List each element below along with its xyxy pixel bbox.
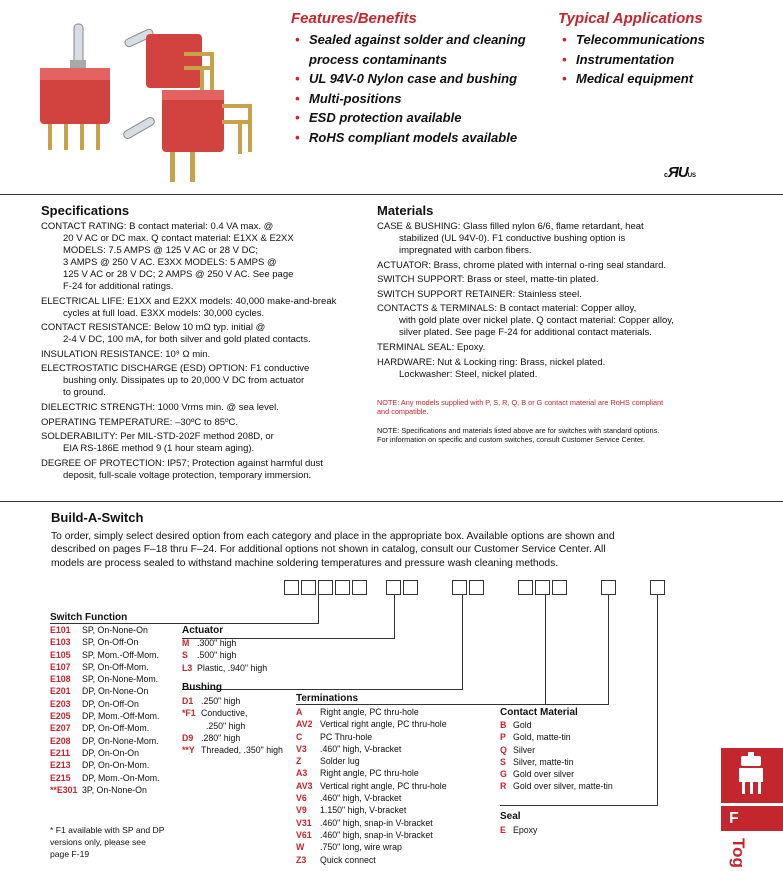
option-code: A3 xyxy=(296,768,308,779)
option-row xyxy=(296,817,447,829)
option-code: V9 xyxy=(296,805,307,816)
order-box[interactable] xyxy=(552,580,567,595)
actuator-list xyxy=(182,637,267,674)
option-row xyxy=(500,744,613,756)
option-desc: .460" high, V-bracket xyxy=(320,793,402,804)
option-desc: .280" high xyxy=(201,732,241,743)
option-desc: SP, On-None-Mom. xyxy=(82,674,159,685)
switch-function-list xyxy=(50,624,160,796)
list-item: • Multi-positions xyxy=(293,89,543,109)
option-code: E208 xyxy=(50,735,71,746)
option-code: V31 xyxy=(296,817,312,828)
option-code: L3 xyxy=(182,662,193,673)
option-row xyxy=(50,784,160,796)
option-row xyxy=(296,804,447,816)
option-code: E103 xyxy=(50,637,71,648)
contact-material-list xyxy=(500,719,613,793)
item-continuation: to ground. xyxy=(63,387,106,399)
applications-list xyxy=(560,30,760,89)
option-desc: DP, On-Off-On xyxy=(82,698,139,709)
option-row xyxy=(182,744,283,756)
option-desc: Gold over silver, matte-tin xyxy=(513,781,613,792)
option-row xyxy=(50,772,160,784)
option-desc: Silver, matte-tin xyxy=(513,756,574,767)
option-code: V6 xyxy=(296,793,307,804)
list-item: • Medical equipment xyxy=(560,69,760,89)
features-title: Features/Benefits xyxy=(291,10,417,27)
option-code: AV3 xyxy=(296,780,313,791)
option-row xyxy=(50,698,160,710)
option-row xyxy=(296,718,447,730)
item-continuation: MODELS: 7.5 AMPS @ 125 V AC or 28 V DC; xyxy=(63,245,258,256)
actuator-title: Actuator xyxy=(182,625,224,636)
option-desc: Right angle, PC thru-hole xyxy=(320,768,419,779)
option-row xyxy=(296,731,447,743)
list-item xyxy=(41,431,371,455)
option-row xyxy=(500,719,613,731)
option-row xyxy=(182,637,267,649)
option-row xyxy=(296,792,447,804)
option-desc: Right angle, PC thru-hole xyxy=(320,707,419,717)
option-code: V3 xyxy=(296,743,307,754)
item-head: SWITCH SUPPORT RETAINER: Stainless steel. xyxy=(377,288,582,300)
option-code: E101 xyxy=(50,625,71,635)
option-code: C xyxy=(296,731,303,742)
divider xyxy=(0,501,783,502)
option-desc: .250" high xyxy=(201,720,246,731)
materials-list xyxy=(377,221,717,383)
switch-function-title: Switch Function xyxy=(50,612,128,623)
item-head: TERMINAL SEAL: Epoxy. xyxy=(377,341,486,353)
option-desc: Silver xyxy=(513,744,535,755)
option-desc: Gold xyxy=(513,720,532,730)
option-code: E203 xyxy=(50,698,71,709)
item-head: SWITCH SUPPORT: Brass or steel, matte-tin plated. xyxy=(377,274,599,286)
option-code: D1 xyxy=(182,696,194,706)
list-item xyxy=(377,289,717,301)
list-item: • RoHS compliant models available xyxy=(293,128,543,148)
option-code: E213 xyxy=(50,760,71,771)
option-row xyxy=(182,707,283,719)
bushing-title: Bushing xyxy=(182,682,222,693)
terminations-list xyxy=(296,706,447,866)
option-row xyxy=(50,673,160,685)
option-desc: .750" long, wire wrap xyxy=(320,842,402,853)
option-desc: 3P, On-None-On xyxy=(82,784,147,795)
list-item xyxy=(377,303,717,339)
option-code: E215 xyxy=(50,772,71,783)
option-code: E211 xyxy=(50,747,71,758)
option-code: A xyxy=(296,707,303,717)
option-code: E207 xyxy=(50,723,71,734)
option-code: B xyxy=(500,720,507,730)
option-code: E201 xyxy=(50,686,71,697)
item-head: HARDWARE: Nut & Locking ring: Brass, nickel plated. xyxy=(377,356,606,368)
order-box[interactable] xyxy=(335,580,350,595)
option-code: R xyxy=(500,781,507,792)
option-code: V61 xyxy=(296,829,312,840)
option-desc: Solder lug xyxy=(320,756,360,767)
option-row xyxy=(182,649,267,661)
order-box[interactable] xyxy=(352,580,367,595)
item-head: DEGREE OF PROTECTION: IP57; Protection against harmful dust xyxy=(41,457,323,469)
option-desc: SP, On-Off-On xyxy=(82,637,139,648)
option-row xyxy=(50,661,160,673)
option-code: *F1 xyxy=(182,708,196,719)
list-item xyxy=(41,417,371,429)
option-desc: DP, On-None-Mom. xyxy=(82,735,159,746)
item-continuation: stabilized (UL 94V-0). F1 conductive bushing option is xyxy=(399,233,626,244)
option-code: G xyxy=(500,769,507,780)
option-desc: Gold, matte-tin xyxy=(513,732,571,743)
option-row xyxy=(182,720,283,732)
option-row xyxy=(50,710,160,722)
item-continuation: with gold plate over nickel plate. Q contact material: Copper alloy, xyxy=(399,315,674,327)
option-code: S xyxy=(500,756,506,767)
option-desc: .250" high xyxy=(201,696,241,706)
option-row xyxy=(500,824,537,836)
list-item: • ESD protection available xyxy=(293,108,543,128)
option-desc: .500" high xyxy=(197,650,237,661)
option-desc: .460" high, snap-in V-bracket xyxy=(320,817,433,828)
item-continuation: cycles at full load. E3XX models: 30,000 cycles. xyxy=(63,307,265,319)
item-continuation: F-24 for additional ratings. xyxy=(63,281,174,292)
option-desc: Threaded, .350" high xyxy=(201,745,283,756)
option-desc: Gold over silver xyxy=(513,769,575,780)
order-box[interactable] xyxy=(452,580,467,595)
option-row xyxy=(50,624,160,636)
option-row xyxy=(50,649,160,661)
item-head: OPERATING TEMPERATURE: –30ºC to 85ºC. xyxy=(41,416,238,428)
option-desc: 1.150" high, V-bracket xyxy=(320,805,407,816)
option-row xyxy=(296,706,447,718)
option-code: E105 xyxy=(50,649,71,660)
option-desc: PC Thru-hole xyxy=(320,731,373,742)
item-head: DIELECTRIC STRENGTH: 1000 Vrms min. @ sea level. xyxy=(41,401,279,413)
option-desc: SP, On-Off-Mom. xyxy=(82,661,149,672)
section-tab-icon xyxy=(721,748,783,803)
item-continuation: 20 V AC or DC max. Q contact material: E1XX & E2XX xyxy=(63,233,294,244)
option-code: D9 xyxy=(182,732,194,743)
option-code: Z xyxy=(296,756,302,767)
item-continuation: Lockwasher: Steel, nickel plated. xyxy=(399,368,538,380)
option-code: M xyxy=(182,638,190,648)
rohs-note: NOTE: Any models supplied with P, S, R, Q, B or G contact material are RoHS compliant and compatible. xyxy=(377,398,664,416)
list-item xyxy=(41,322,371,346)
option-code: E205 xyxy=(50,711,71,722)
option-code: E107 xyxy=(50,661,71,672)
item-head: CONTACT RESISTANCE: Below 10 mΩ typ. initial @ xyxy=(41,322,266,334)
specifications-title: Specifications xyxy=(41,203,130,218)
list-item xyxy=(41,458,371,482)
option-row xyxy=(500,756,613,768)
item-continuation: bushing only. Dissipates up to 20,000 V DC from actuator xyxy=(63,375,305,387)
bushing-list xyxy=(182,695,283,756)
item-continuation: silver plated. See page F-24 for additional contact materials. xyxy=(399,327,652,339)
item-head: ACTUATOR: Brass, chrome plated with internal o-ring seal standard. xyxy=(377,259,666,271)
item-continuation: 125 V AC or 28 V DC; 2 AMPS @ 250 V AC. See page xyxy=(63,269,294,280)
option-row xyxy=(296,854,447,866)
option-desc: DP, Mom.-On-Mom. xyxy=(82,772,160,783)
item-continuation: impregnated with carbon fibers. xyxy=(399,245,532,256)
product-photo xyxy=(34,12,274,192)
item-continuation: 2-4 V DC, 100 mA, for both silver and gold plated contacts. xyxy=(63,334,311,346)
materials-title: Materials xyxy=(377,203,434,218)
list-item: • Telecommunications xyxy=(560,30,760,50)
list-item xyxy=(377,357,717,381)
list-item: • Sealed against solder and cleaning process contaminants xyxy=(293,30,543,69)
option-desc: .300" high xyxy=(197,638,237,648)
option-row xyxy=(182,662,267,674)
item-head: CASE & BUSHING: Glass filled nylon 6/6, flame retardant, heat xyxy=(377,221,644,232)
order-box[interactable] xyxy=(650,580,665,595)
divider xyxy=(0,194,783,195)
option-desc: Quick connect xyxy=(320,854,376,865)
option-row xyxy=(296,841,447,853)
order-box[interactable] xyxy=(535,580,550,595)
section-word: Tog xyxy=(729,838,748,868)
option-desc: DP, On-On-On xyxy=(82,747,140,758)
list-item xyxy=(377,274,717,286)
option-code: **E301 xyxy=(50,784,78,795)
item-head: CONTACTS & TERMINALS: B contact material: Copper alloy, xyxy=(377,303,637,315)
terminations-title: Terminations xyxy=(296,693,359,704)
option-code: Z3 xyxy=(296,854,307,865)
order-box[interactable] xyxy=(601,580,616,595)
option-desc: Conductive, xyxy=(201,708,248,719)
item-continuation: EIA RS-186E method 9 (1 hour steam aging). xyxy=(63,443,255,455)
option-desc: Vertical right angle, PC thru-hole xyxy=(320,719,447,730)
option-code: AV2 xyxy=(296,719,313,730)
seal-title: Seal xyxy=(500,811,521,822)
list-item xyxy=(41,221,371,293)
order-box[interactable] xyxy=(403,580,418,595)
option-desc: Vertical right angle, PC thru-hole xyxy=(320,780,447,791)
option-row xyxy=(296,780,447,792)
option-row xyxy=(50,685,160,697)
list-item xyxy=(377,260,717,272)
option-code: W xyxy=(296,842,305,853)
section-letter: F xyxy=(721,806,783,831)
list-item xyxy=(41,402,371,414)
option-desc: Plastic, .940" high xyxy=(197,662,268,673)
option-desc: DP, On-On-Mom. xyxy=(82,760,150,771)
option-desc: DP, Mom.-Off-Mom. xyxy=(82,711,160,722)
list-item xyxy=(377,221,717,257)
item-continuation: 3 AMPS @ 250 V AC. E3XX MODELS: 5 AMPS @ xyxy=(63,257,277,268)
option-row xyxy=(500,731,613,743)
option-code: Q xyxy=(500,744,507,755)
specifications-list xyxy=(41,221,371,484)
option-row xyxy=(296,767,447,779)
option-row xyxy=(182,695,283,707)
spec-note: NOTE: Specifications and materials listed above are for switches with standard options. For information on specific and custom switches, consult Customer Service Center. xyxy=(377,426,660,444)
option-desc: .460" high, snap-in V-bracket xyxy=(320,829,433,840)
option-row xyxy=(50,759,160,771)
option-row xyxy=(50,722,160,734)
option-row xyxy=(50,747,160,759)
option-desc: DP, On-None-On xyxy=(82,686,149,697)
order-box[interactable] xyxy=(301,580,316,595)
order-box[interactable] xyxy=(469,580,484,595)
seal-list xyxy=(500,824,537,836)
build-intro: To order, simply select desired option from each category and place in the appropriate box. Available options are shown and described on pages F–18 thru F–24. For additional options not shown in catalog, consult our Customer Service Center. All models are process sealed to withstand machine soldering temperatures and pressure wash cleaning methods. xyxy=(51,531,615,569)
applications-title: Typical Applications xyxy=(558,10,703,27)
option-row xyxy=(296,755,447,767)
option-code: **Y xyxy=(182,745,195,756)
list-item: • Instrumentation xyxy=(560,50,760,70)
item-head: CONTACT RATING: B contact material: 0.4 VA max. @ xyxy=(41,221,274,232)
item-head: SOLDERABILITY: Per MIL-STD-202F method 208D, or xyxy=(41,431,274,443)
features-list xyxy=(293,30,543,147)
item-head: ELECTRICAL LIFE: E1XX and E2XX models: 40,000 make-and-break xyxy=(41,295,337,307)
list-item xyxy=(41,363,371,399)
order-box[interactable] xyxy=(386,580,401,595)
list-item xyxy=(41,296,371,320)
item-head: ELECTROSTATIC DISCHARGE (ESD) OPTION: F1 conductive xyxy=(41,363,310,375)
item-head: INSULATION RESISTANCE: 10⁹ Ω min. xyxy=(41,348,211,360)
option-row xyxy=(296,829,447,841)
option-row xyxy=(50,735,160,747)
ul-mark-icon: cЯUUS xyxy=(664,164,697,181)
order-box[interactable] xyxy=(518,580,533,595)
option-desc: .460" high, V-bracket xyxy=(320,743,402,754)
list-item xyxy=(377,342,717,354)
option-row xyxy=(50,636,160,648)
option-row xyxy=(182,732,283,744)
option-desc: SP, On-None-On xyxy=(82,625,148,635)
list-item xyxy=(41,349,371,361)
option-code: P xyxy=(500,732,506,743)
option-row xyxy=(500,780,613,792)
option-desc: SP, Mom.-Off-Mom. xyxy=(82,649,159,660)
item-continuation: deposit, full-scale voltage protection, temporary immersion. xyxy=(63,469,312,481)
list-item: • UL 94V-0 Nylon case and bushing xyxy=(293,69,543,89)
option-code: S xyxy=(182,650,188,661)
option-code: E108 xyxy=(50,674,71,685)
order-box[interactable] xyxy=(318,580,333,595)
build-title: Build-A-Switch xyxy=(51,510,144,525)
option-desc: Epoxy xyxy=(513,825,538,835)
footnote: * F1 available with SP and DP versions only, please see page F-19 xyxy=(50,825,165,859)
option-row xyxy=(500,768,613,780)
order-box[interactable] xyxy=(284,580,299,595)
option-row xyxy=(296,743,447,755)
contact-material-title: Contact Material xyxy=(500,707,578,718)
option-code: E xyxy=(500,825,506,835)
option-desc: DP, On-Off-Mom. xyxy=(82,723,150,734)
